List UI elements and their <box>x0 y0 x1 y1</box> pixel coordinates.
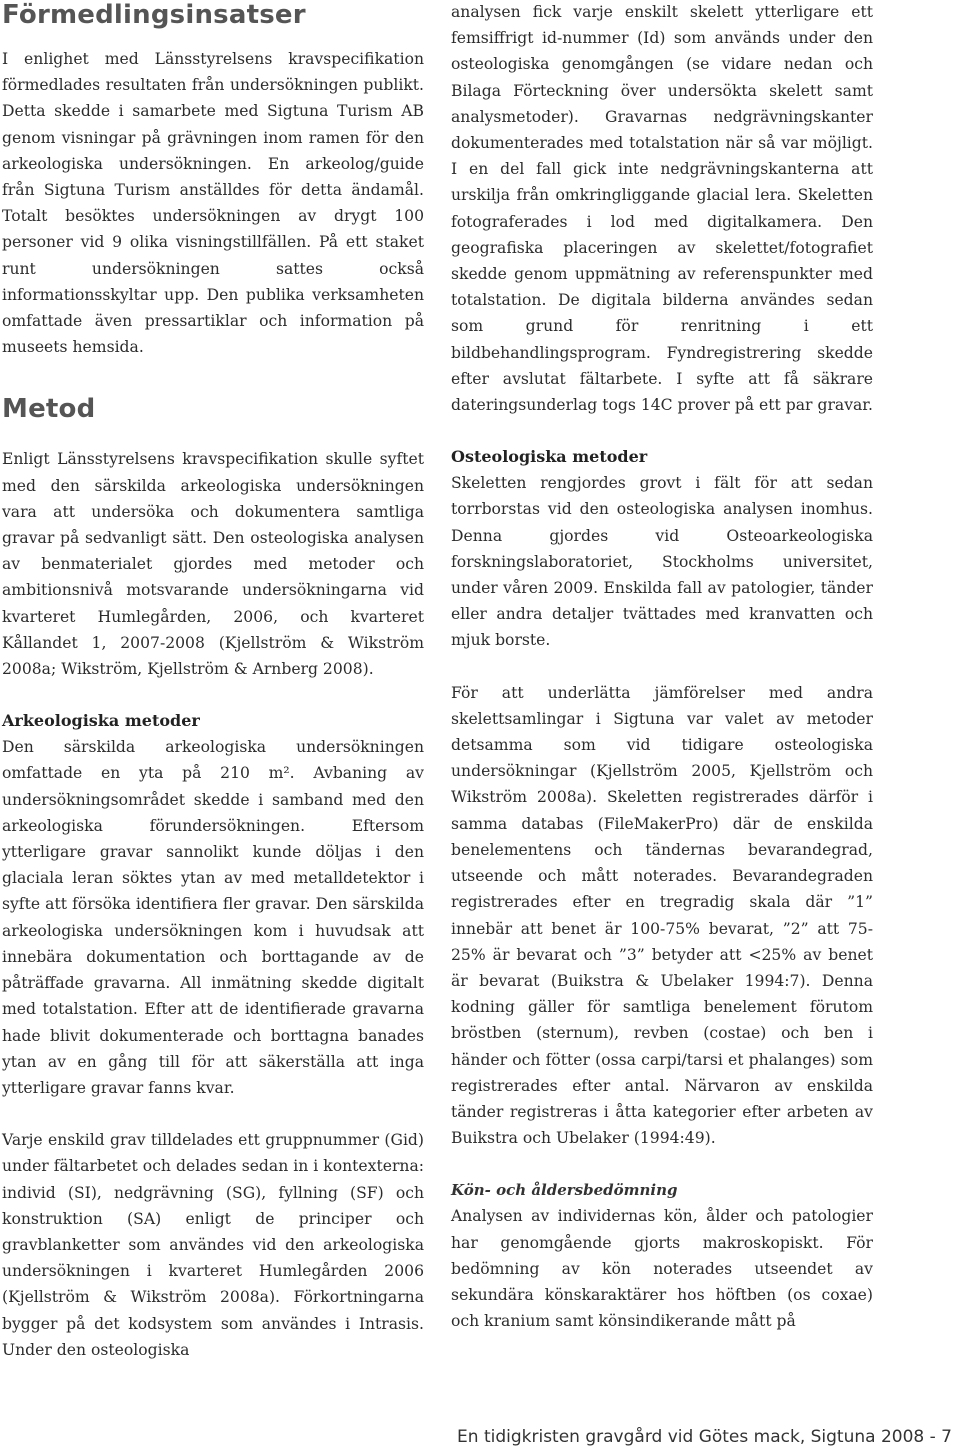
paragraph-kon-och-alder: Analysen av individernas kön, ålder och patologier har genomgående gjorts makroskopiskt. För bedömning av kön noterades utseendet av sekundära könskaraktärer hos höftben (os coxae) och kranium samt könsindikerande mått på <box>451 1207 873 1331</box>
paragraph-metod: Enligt Länsstyrelsens kravspecifikation skulle syftet med den särskilda arkeologiska undersökningen vara att undersöka och dokumentera samtliga gravar på sedvanligt sätt. Den osteologiska analysen av benmaterialet gjordes med metoder och ambitionsnivå motsvarande undersökningarna vid kvarteret Humlegården, 2006, och kvarteret Kållandet 1, 2007-2008 (Kjellström & Wikström 2008a; Wikström, Kjellström & Arnberg 2008). <box>2 450 424 679</box>
heading-metod: Metod <box>2 394 96 425</box>
heading-formedlingsinsatser: Förmedlingsinsatser <box>2 0 306 30</box>
heading-arkeologiska-metoder: Arkeologiska metoder <box>2 711 200 731</box>
paragraph-osteologiska-2: För att underlätta jämförelser med andra skelettsamlingar i Sigtuna var valet av metoder detsamma som vid tidigare osteologiska undersökningar (Kjellström 2005, Kjellström och Wikström 2008a). Skeletten registrerades därför i samma databas (FileMakerPro) där de enskilda benelementens och tändernas bevarandegrad, utseende och mått noterades. Bevarandegraden registrerades efter en tregradig skala där ”1” innebär att benet är 100-75% bevarat, ”2” att 75-25% är bevarat och ”3” betyder att <25% av benet är bevarat (Buikstra & Ubelaker 1994:7). Denna kodning gäller för samtliga benelement förutom bröstben (sternum), revben (costae) och ben i händer och fötter (ossa carpi/tarsi et phalanges) som registrerades efter antal. Närvaron av enskilda tänder registreras i åtta kategorier efter arbeten av Buikstra och Ubelaker (1994:49). <box>451 683 873 1148</box>
left-column <box>2 0 424 1363</box>
right-column <box>451 0 873 1334</box>
paragraph-formedlingsinsatser: I enlighet med Länsstyrelsens kravspecifikation förmedlades resultaten från undersökningen publikt. Detta skedde i samarbete med Sigtuna Turism AB genom visningar på grävningen inom ramen för den arkeologiska undersökningen. En arkeolog/guide från Sigtuna Turism anställdes för detta ändamål. Totalt besöktes undersökningen av drygt 100 personer vid 9 olika visningstillfällen. På ett staket runt undersökningen sattes också informationsskyltar upp. Den publika verksamheten omfattade även pressartiklar och information på museets hemsida. <box>2 50 424 357</box>
heading-kon-och-alder: Kön- och åldersbedömning <box>451 1181 678 1200</box>
paragraph-osteologiska-1: Skeletten rengjordes grovt i fält för att sedan torrborstas vid den osteologiska analysen inomhus. Denna gjordes vid Osteoarkeologiska forskningslaboratoriet, Stockholms universitet, under våren 2009. Enskilda fall av patologier, tänder eller andra detaljer tvättades med kranvatten och mjuk borste. <box>451 474 873 650</box>
page-footer: En tidigkristen gravgård vid Götes mack, Sigtuna 2008 - 7 <box>457 1427 952 1447</box>
paragraph-continuation: analysen fick varje enskilt skelett ytterligare ett femsiffrigt id-nummer (Id) som används under den osteologiska genomgången (se vidare nedan och Bilaga Förteckning över undersökta skelett samt analysmetoder). Gravarnas nedgrävningskanter dokumenterades med totalstation när så var möjligt. I en del fall gick inte nedgrävningskanterna att urskilja från omkringliggande glacial lera. Skeletten fotograferades i lod med digitalkamera. Den geografiska placeringen av skelettet/fotografiet skedde genom uppmätning av referenspunkter med totalstation. De digitala bilderna användes sedan som grund för renritning i ett bildbehandlingsprogram. Fyndregistrering skedde efter avslutat fältarbete. I syfte att få säkrare dateringsunderlag togs 14C prover på ett par gravar. <box>451 3 873 415</box>
heading-osteologiska-metoder: Osteologiska metoder <box>451 447 648 467</box>
paragraph-arkeologiska-1: Den särskilda arkeologiska undersökningen omfattade en yta på 210 m². Avbaning av undersökningsområdet skedde i samband med den arkeologiska förundersökningen. Eftersom ytterligare gravar sannolikt kunde döljas i den glaciala leran söktes ytan av med metalldetektor i syfte att försöka identifiera fler gravar. Den särskilda arkeologiska undersökningen kom i huvudsak att innebära dokumentation och borttagande av de påträffade gravarna. All inmätning skedde digitalt med totalstation. Efter att de identifierade gravarna hade blivit dokumenterade och borttagna banades ytan av en gång till för att säkerställa att inga ytterligare gravar fanns kvar. <box>2 738 424 1097</box>
paragraph-arkeologiska-2: Varje enskild grav tilldelades ett gruppnummer (Gid) under fältarbetet och delades sedan in i kontexterna: individ (SI), nedgrävning (SG), fyllning (SF) och konstruktion (SA) enligt de principer och gravblanketter som användes vid den arkeologiska undersökningen i kvarteret Humlegården 2006 (Kjellström & Wikström 2008a). Förkortningarna bygger på det kodsystem som användes i Intrasis. Under den osteologiska <box>2 1131 424 1359</box>
